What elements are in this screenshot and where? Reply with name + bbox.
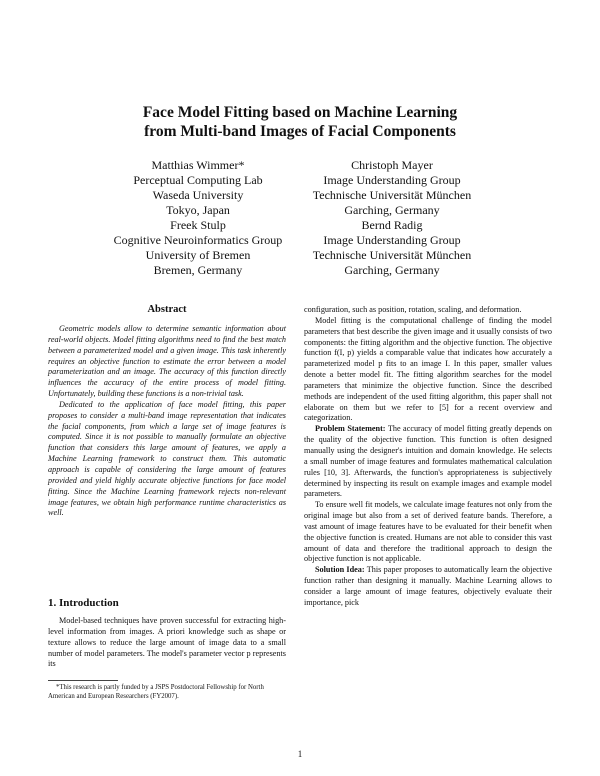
footnote-text: *This research is partly funded by a JSPS Postdoctoral Fellowship for North American and European Researchers (FY2007). (48, 684, 264, 700)
author-name: Freek Stulp (170, 218, 226, 232)
author-affiliation: Technische Universität München (312, 248, 472, 262)
author-name: Matthias Wimmer* (151, 158, 245, 172)
body-paragraph: Model fitting is the computational challenge of finding the model parameters that best describe the given image and it usually consists of two components: the fitting algorithm and the objective function. The objective function f(I, p) yields a comparable value that indicates how accurately a parameterized model p fits to an image I. In this paper, smaller values denote a better model fit. The fitting algorithm searches for the model parameters that minimize the objective function. Since the described methods are independent of the used fitting algorithm, this paper shall not elaborate on them but we refer to [5] for a recent overview and categorization. (304, 315, 552, 423)
author-affiliation: Cognitive Neuroinformatics Group (113, 233, 283, 247)
body-paragraph: To ensure well fit models, we calculate image features not only from the original image but also from a set of derived feature bands. Therefore, a vast amount of image features have to be evaluated for their benefit when the objective function is created. Humans are not able to consider this vast amount of data and therefore the traditional approach to design the objective function is not applicable. (304, 500, 553, 564)
author-block-4 (282, 218, 502, 278)
abstract-heading: Abstract (147, 304, 187, 315)
run-in-heading: Solution Idea: (315, 565, 365, 575)
author-affiliation: Technische Universität München (312, 188, 472, 202)
footnote-divider (48, 680, 118, 681)
author-affiliation: Perceptual Computing Lab (133, 173, 263, 187)
right-column (304, 305, 552, 609)
problem-statement-paragraph (304, 424, 552, 500)
solution-idea-paragraph (304, 565, 552, 608)
author-affiliation: Garching, Germany (344, 263, 440, 277)
abstract-body (48, 324, 286, 519)
title-line-1: Face Model Fitting based on Machine Learning (142, 104, 458, 121)
author-affiliation: Tokyo, Japan (166, 203, 230, 217)
paragraph-text: The accuracy of model fitting greatly depends on the quality of the objective function. This function is often designed manually using the designer's intuition and domain knowledge. He selects a small number of image features and formulates mathematical calculation rules [10, 3]. Afterwards, the function's appropriateness is subjectively determined by inspecting its result on example images and example model parameters. (304, 424, 552, 499)
intro-paragraph: Model-based techniques have proven successful for extracting high-level information from images. A priori knowledge such as shape or texture allows to reduce the large amount of image data to a small number of model parameters. The model's parameter vector p represents its (48, 616, 286, 669)
run-in-heading: Problem Statement: (315, 424, 386, 434)
title-line-2: from Multi-band Images of Facial Components (144, 123, 456, 140)
abstract-paragraph: Geometric models allow to determine semantic information about real-world objects. Model fitting algorithms need to find the best match between a parameterized model and a given image. This task inherently requires an objective function to estimate the error between a model parameterization and an image. The accuracy of this function directly influences the accuracy of the entire process of model fitting. Unfortunately, building these functions is a non-trivial task. (48, 324, 286, 399)
body-paragraph: configuration, such as position, rotation, scaling, and deformation. (304, 305, 522, 314)
author-block-2 (282, 158, 502, 218)
author-affiliation: Waseda University (152, 188, 244, 202)
paper-title (0, 103, 600, 141)
footnote (48, 684, 286, 701)
author-block-1 (88, 158, 308, 218)
author-name: Bernd Radig (361, 218, 423, 232)
author-name: Christoph Mayer (351, 158, 433, 172)
abstract-paragraph: Dedicated to the application of face model fitting, this paper proposes to consider a multi-band image representation that indicates the facial components, from which a large set of image features is computed. Since it is not possible to manually formulate an objective function that considers this large amount of features, we apply a Machine Learning framework to construct them. This automatic approach is capable of considering the large amount of features provided and yield highly accurate objective functions for face model fitting. Since the Machine Learning framework rejects non-relevant image features, we obtain high performance runtime characteristics as well. (48, 399, 286, 518)
author-affiliation: Image Understanding Group (323, 173, 461, 187)
paragraph-text: This paper proposes to automatically learn the objective function rather than designing it manually. Machine Learning allows to consider a large amount of image features, objectively evaluate their importance, pick (304, 565, 552, 607)
page-number: 1 (297, 749, 303, 759)
author-affiliation: Image Understanding Group (323, 233, 461, 247)
author-affiliation: Garching, Germany (344, 203, 440, 217)
author-affiliation: University of Bremen (145, 248, 251, 262)
section-heading-introduction: 1. Introduction (48, 597, 119, 609)
author-block-3 (88, 218, 308, 278)
author-affiliation: Bremen, Germany (153, 263, 243, 277)
introduction-body (48, 616, 286, 670)
